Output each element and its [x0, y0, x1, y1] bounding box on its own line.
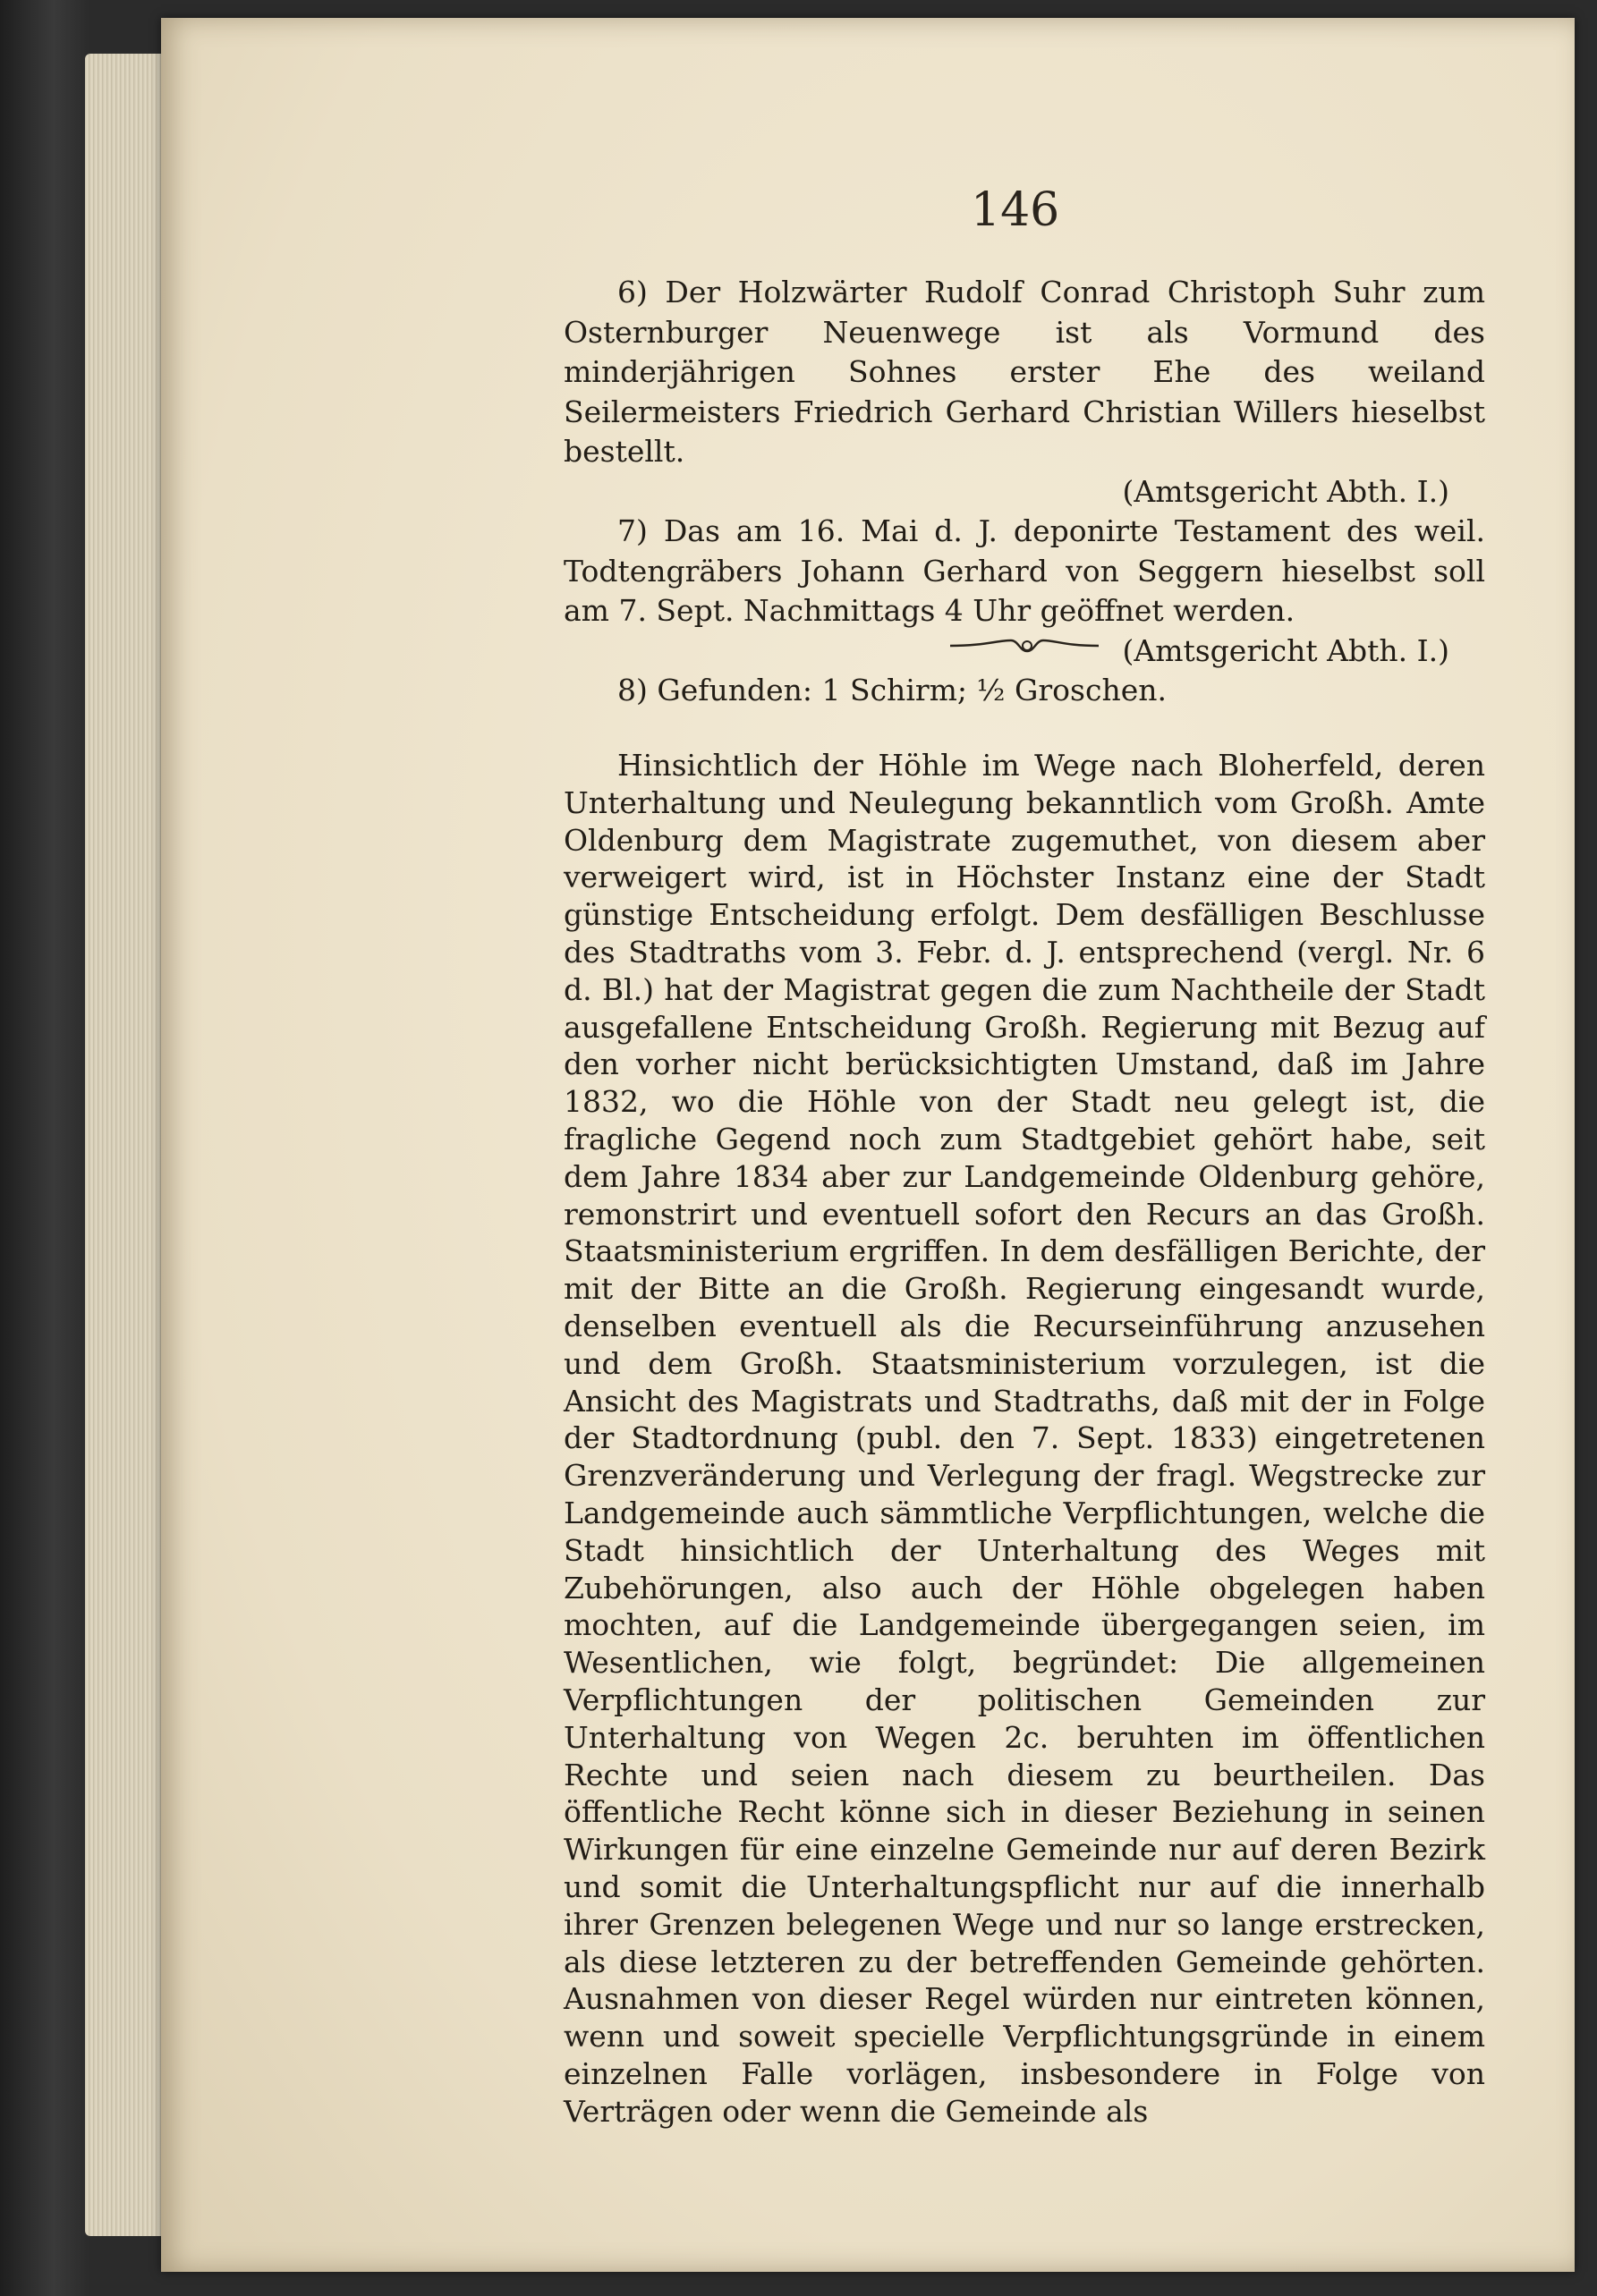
ornament-separator	[948, 635, 1100, 657]
page-number: 146	[971, 183, 1060, 237]
notice-8-text: 8) Gefunden: 1 Schirm; ½ Groschen.	[617, 673, 1167, 707]
notice-6	[564, 273, 1485, 512]
notice-8	[564, 671, 1485, 711]
article-paragraph: Hinsichtlich der Höhle im Wege nach Bloherfeld, deren Unterhaltung und Neulegung bekanntlich vom Großh. Amte Oldenburg dem Magistrate zugemuthet, von diesem aber verweigert wird, ist in Höchster Instanz eine der Stadt günstige Entscheidung erfolgt. Dem desfälligen Beschlusse des Stadtraths vom 3. Febr. d. J. entsprechend (vergl. Nr. 6 d. Bl.) hat der Magistrat gegen die zum Nachtheile der Stadt ausgefallene Entscheidung Großh. Regierung mit Bezug auf den vorher nicht berücksichtigten Umstand, daß im Jahre 1832, wo die Höhle von der Stadt neu gelegt ist, die fragliche Gegend noch zum Stadtgebiet gehört habe, seit dem Jahre 1834 aber zur Landgemeinde Oldenburg gehöre, remonstrirt und eventuell sofort den Recurs an das Großh. Staatsministerium ergriffen. In dem desfälligen Berichte, der mit der Bitte an die Großh. Regierung eingesandt wurde, denselben eventuell als die Recurseinführung anzusehen und dem Großh. Staatsministerium vorzulegen, ist die Ansicht des Magistrats und Stadtraths, daß mit der in Folge der Stadtordnung (publ. den 7. Sept. 1833) eingetretenen Grenzveränderung und Verlegung der fragl. Wegstrecke zur Landgemeinde auch sämmtliche Verpflichtungen, welche die Stadt hinsichtlich der Unterhaltung des Weges mit Zubehörungen, also auch der Höhle obgelegen haben mochten, auf die Landgemeinde übergegangen seien, im Wesentlichen, wie folgt, begründet: Die allgemeinen Verpflichtungen der politischen Gemeinden zur Unterhaltung von Wegen 2c. beruhten im öffentlichen Rechte und seien nach diesem zu beurtheilen. Das öffentliche Recht könne sich in dieser Beziehung in seinen Wirkungen für eine einzelne Gemeinde nur auf deren Bezirk und somit die Unterhaltungspflicht nur auf die innerhalb ihrer Grenzen belegenen Wege und nur so lange erstrecken, als diese letzteren zu der betreffenden Gemeinde gehörten. Ausnahmen von dieser Regel würden nur eintreten können, wenn und soweit specielle Verpflichtungsgründe in einem einzelnen Falle vorlägen, insbesondere in Folge von Verträgen oder wenn die Gemeinde als	[564, 748, 1485, 2129]
notice-7-court: (Amtsgericht Abth. I.)	[1122, 632, 1449, 668]
notice-6-court: (Amtsgericht Abth. I.)	[1122, 473, 1449, 509]
article-body	[564, 747, 1485, 2130]
notice-7-text: 7) Das am 16. Mai d. J. deponirte Testament des weil. Todtengräbers Johann Gerhard von Seggern hieselbst soll am 7. Sept. Nachmittags 4 Uhr geöffnet werden.	[564, 513, 1485, 628]
notice-6-text: 6) Der Holzwärter Rudolf Conrad Christoph Suhr zum Osternburger Neuenwege ist als Vormund des minderjährigen Sohnes erster Ehe des weiland Seilermeisters Friedrich Gerhard Christian Willers hieselbst bestellt.	[564, 275, 1485, 469]
